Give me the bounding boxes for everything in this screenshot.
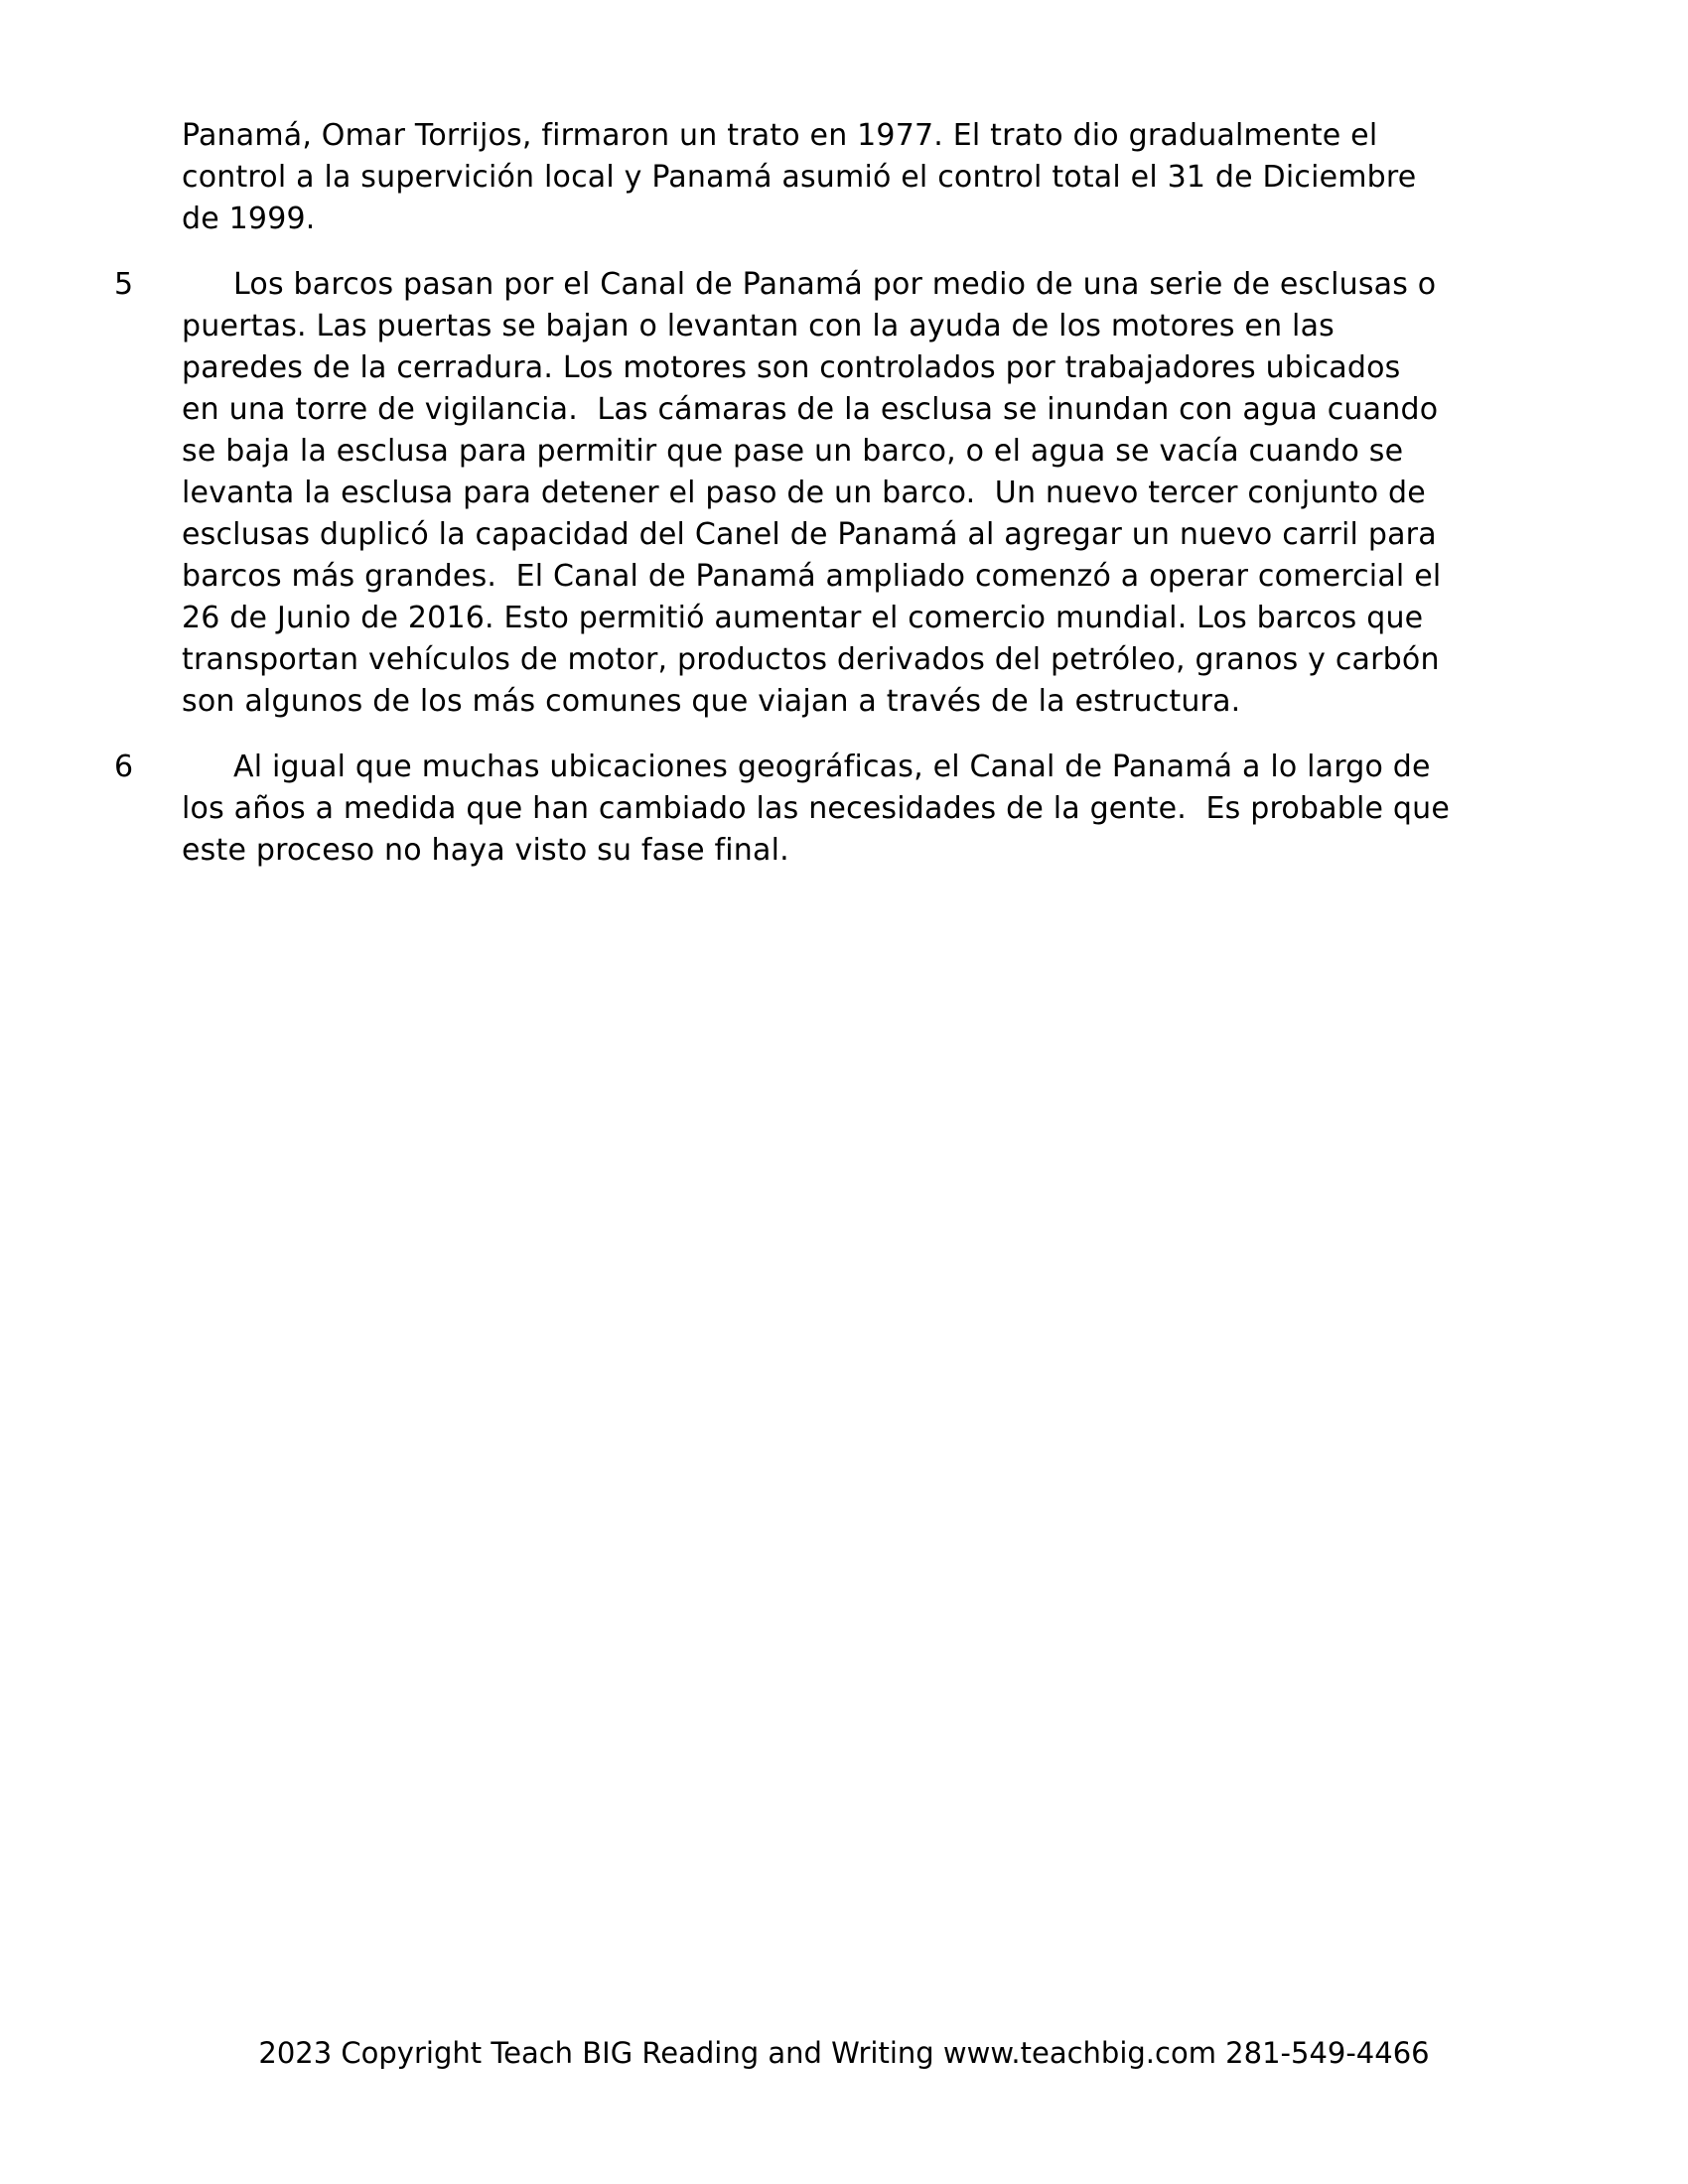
text-line: son algunos de los más comunes que viajan a través de la estructura. (182, 684, 1241, 719)
text-line: Los barcos pasan por el Canal de Panamá por medio de una serie de esclusas o (233, 267, 1437, 302)
text-line: este proceso no haya visto su fase final. (182, 833, 789, 868)
text-line: paredes de la cerradura. Los motores son controlados por trabajadores ubicados (182, 350, 1401, 385)
paragraph (114, 264, 1574, 723)
text-line: en una torre de vigilancia. Las cámaras de la esclusa se inundan con agua cuando (182, 392, 1439, 427)
text-line: levanta la esclusa para detener el paso de un barco. Un nuevo tercer conjunto de (182, 476, 1426, 510)
text-line: 26 de Junio de 2016. Esto permitió aumentar el comercio mundial. Los barcos que (182, 601, 1424, 635)
paragraph-number: 6 (114, 750, 134, 784)
paragraph-text (182, 747, 1574, 872)
document-body (114, 115, 1574, 895)
text-line: Al igual que muchas ubicaciones geográficas, el Canal de Panamá a lo largo de (233, 750, 1431, 784)
paragraph-number (114, 115, 182, 240)
text-line: los años a medida que han cambiado las necesidades de la gente. Es probable que (182, 791, 1451, 826)
paragraph-number: 5 (114, 267, 134, 302)
page-footer: 2023 Copyright Teach BIG Reading and Writing www.teachbig.com 281-549-4466 (258, 2036, 1430, 2070)
text-line: se baja la esclusa para permitir que pase un barco, o el agua se vacía cuando se (182, 434, 1404, 469)
text-line: Panamá, Omar Torrijos, firmaron un trato en 1977. El trato dio gradualmente el (182, 118, 1378, 153)
text-line: transportan vehículos de motor, productos derivados del petróleo, granos y carbón (182, 642, 1440, 677)
text-line: control a la supervición local y Panamá asumió el control total el 31 de Diciembre (182, 160, 1417, 195)
paragraph-text (182, 264, 1574, 723)
paragraph (114, 747, 1574, 872)
text-line: puertas. Las puertas se bajan o levantan con la ayuda de los motores en las (182, 309, 1335, 343)
text-line: de 1999. (182, 202, 316, 236)
text-line: esclusas duplicó la capacidad del Canel de Panamá al agregar un nuevo carril para (182, 517, 1437, 552)
text-line: barcos más grandes. El Canal de Panamá ampliado comenzó a operar comercial el (182, 559, 1442, 594)
paragraph-text (182, 115, 1574, 240)
paragraph (114, 115, 1574, 240)
